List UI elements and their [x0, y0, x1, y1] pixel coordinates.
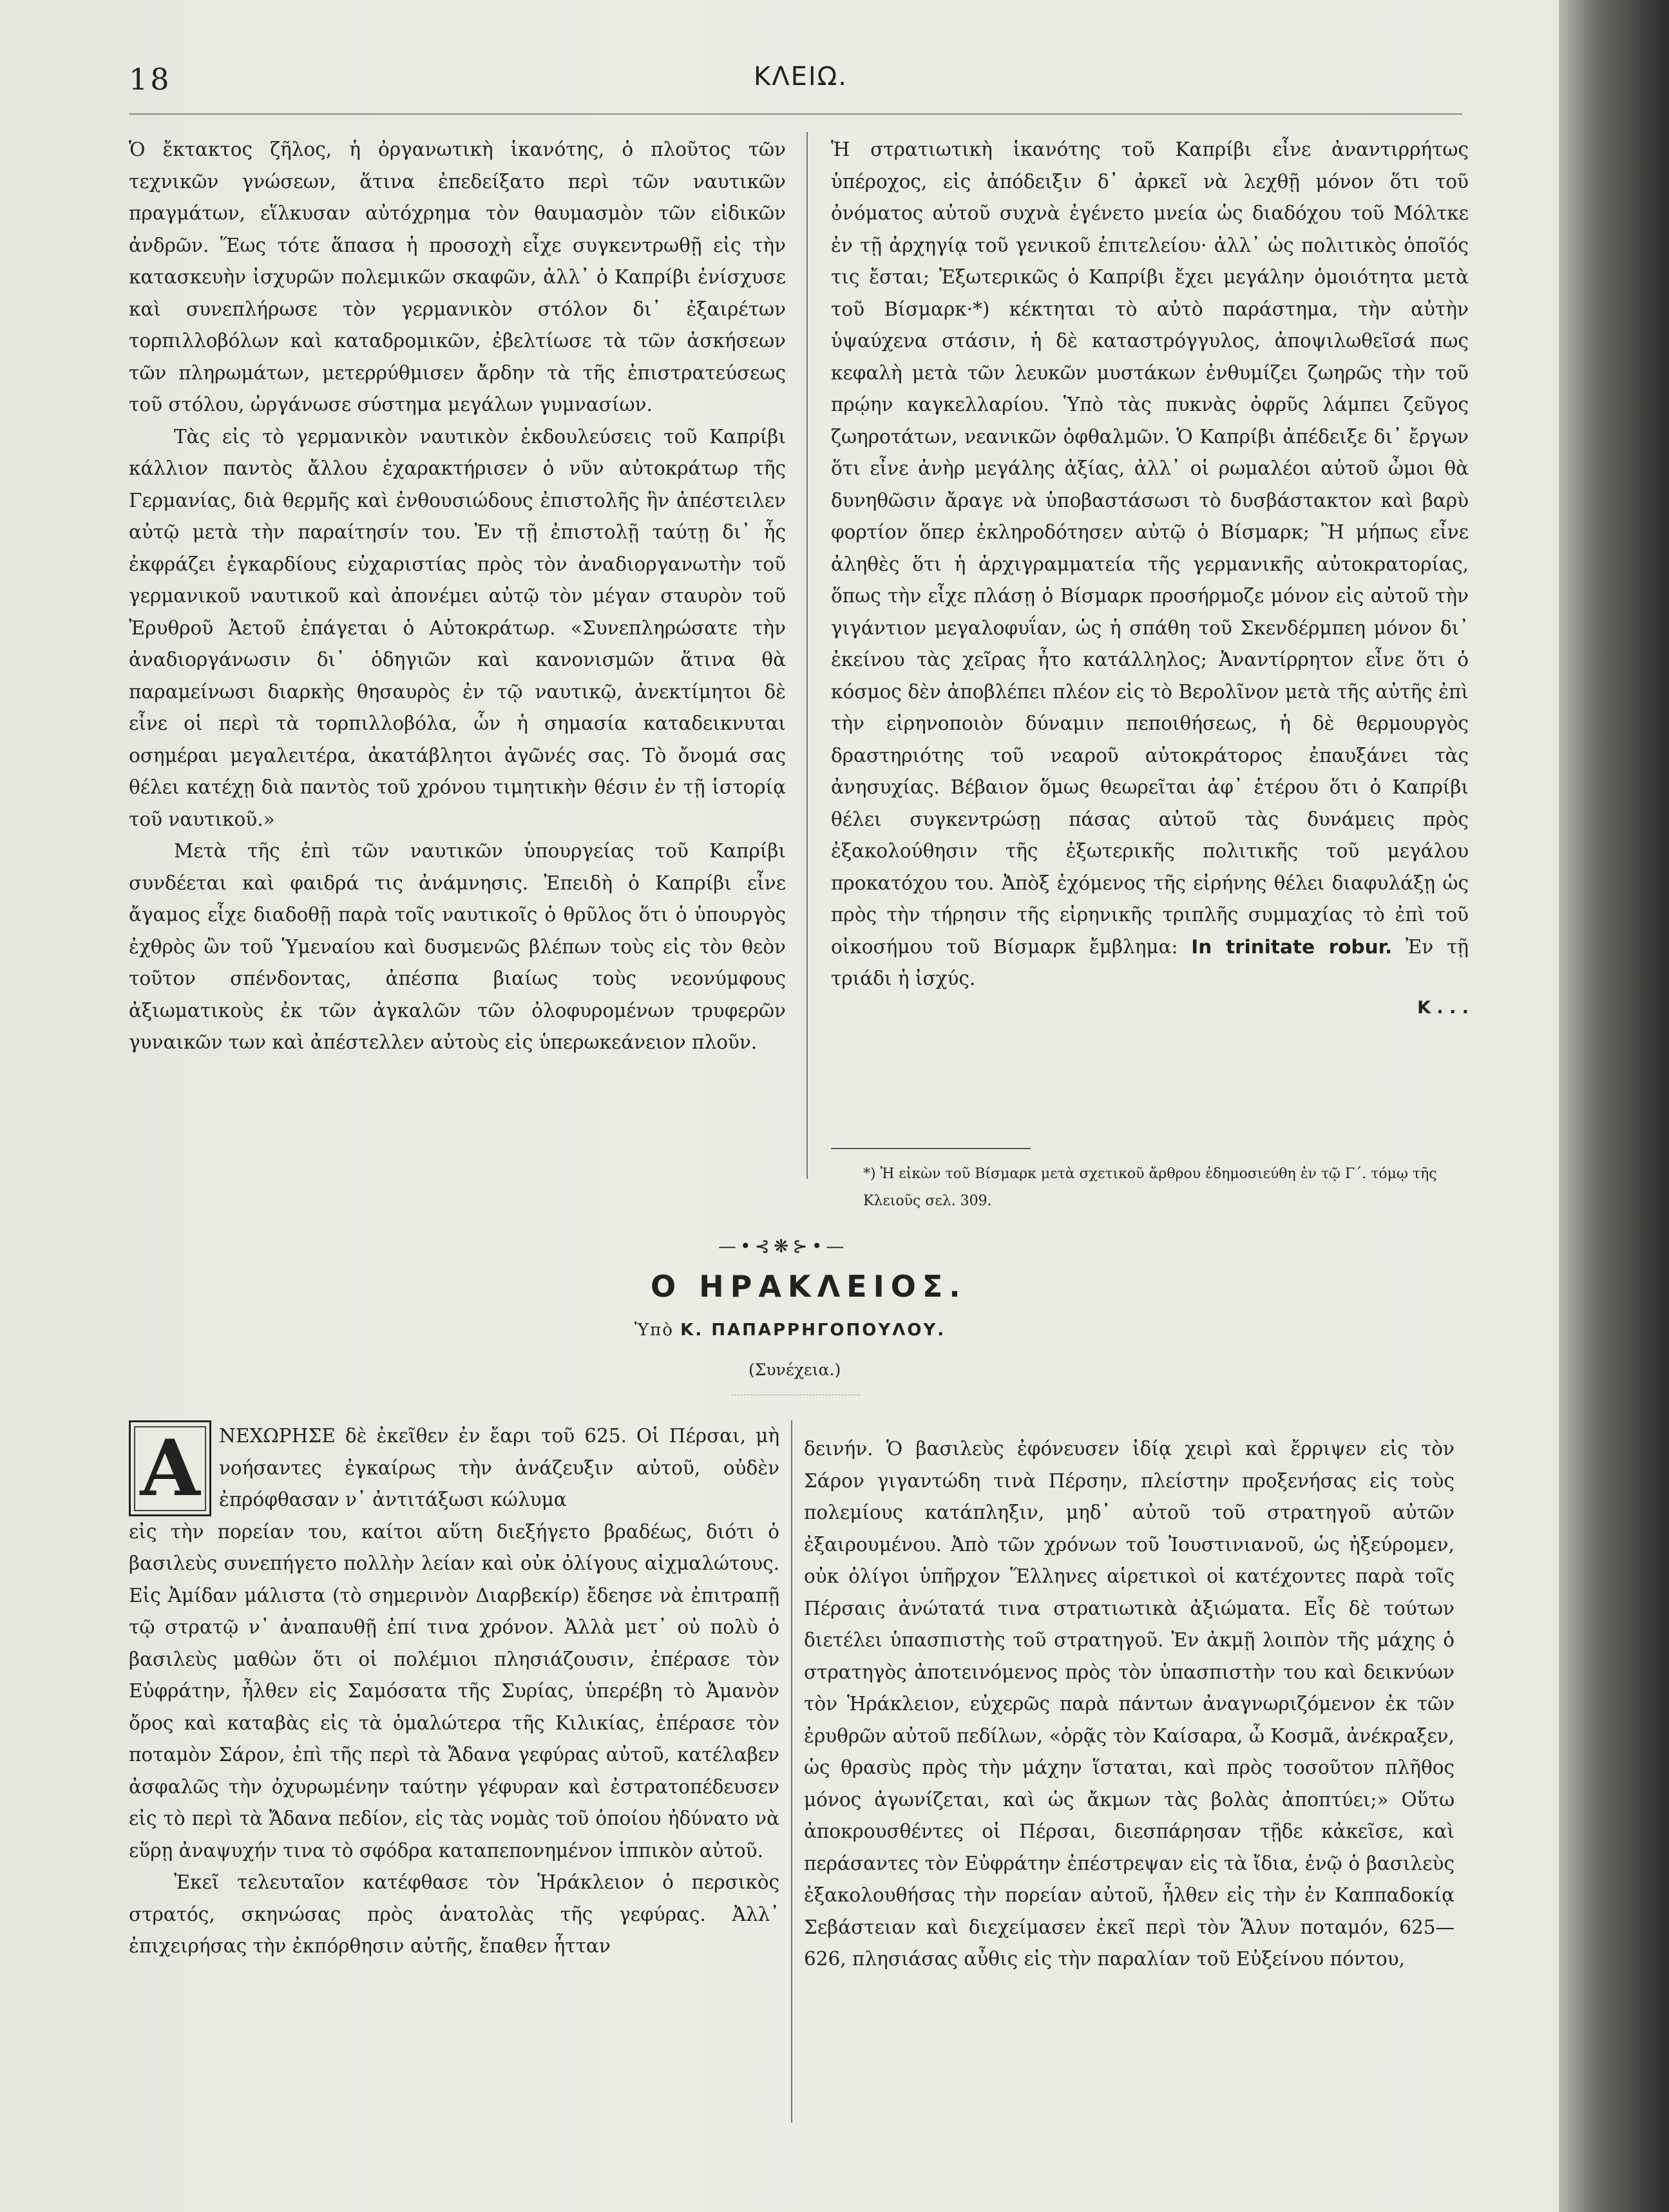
paragraph-text: Ἡ στρατιωτικὴ ἱκανότης τοῦ Καπρίβι εἶνε ἀναντιρρήτως ὑπέροχος, εἰς ἀπόδειξιν δ᾽ ἀρκεῖ νὰ λεχθῇ μόνον ὅτι τοῦ ὀνόματος αὐτοῦ συχνὰ ἐγένετο μνεία ὡς διαδόχου τοῦ Μόλτκε ἐν τῇ ἀρχηγίᾳ τοῦ γενικοῦ ἐπιτελείου· ἀλλ᾽ ὡς πολιτικὸς ὁποῖός τις ἔσται; Ἐξωτερικῶς ὁ Καπρίβι ἔχει μεγάλην ὁμοιότητα μετὰ τοῦ Βίσμαρκ·*) κέκτηται τὸ αὐτὸ παράστημα, τὴν αὐτὴν ὑψαύχενα στάσιν, ἡ δὲ καταστρόγγυλος, ἀποψιλωθεῖσά πως κεφαλὴ μετὰ τῶν λευκῶν μυστάκων ἐνθυμίζει ζωηρῶς τὴν τοῦ πρῴην καγκελλαρίου. Ὑπὸ τὰς πυκνὰς ὀφρῦς λάμπει ζεῦγος ζωηροτάτων, νεανικῶν ὀφθαλμῶν. Ὁ Καπρίβι ἀπέδειξε δι᾽ ἔργων ὅτι εἶνε ἀνὴρ μεγάλης ἀξίας, ἀλλ᾽ οἱ ρωμαλέοι αὐτοῦ ὦμοι θὰ δυνηθῶσιν ἄραγε νὰ ὑποβαστάσωσι τὸ δυσβάστακτον καὶ βαρὺ φορτίον ὅπερ ἐκληροδότησεν αὐτῷ ὁ Βίσμαρκ; Ἢ μήπως εἶνε ἀληθὲς ὅτι ἡ ἀρχιγραμματεία τῆς γερμανικῆς αὐτοκρατορίας, ὅπως τὴν εἶχε πλάσῃ ὁ Βίσμαρκ προσήρμοζε μόνον εἰς αὐτοῦ τὴν γιγάντιον μεγαλοφυΐαν, ὡς ἡ σπάθη τοῦ Σκενδέρμπεη μόνον δι᾽ ἐκείνου τὰς χεῖρας ἦτο κατάλληλος; Ἀναντίρρητον εἶνε ὅτι ὁ κόσμος δὲν ἀποβλέπει πλέον εἰς τὸ Βερολῖνον μετὰ τῆς αὐτῆς ἐπὶ τὴν εἰρηνοποιὸν δύναμιν πεποιθήσεως, ἡ δὲ θερμουργὸς δραστηριότης τοῦ νεαροῦ αὐτοκράτορος ἐπαυξάνει τὰς ἀνησυχίας. Βέβαιον ὅμως θεωρεῖται ἀφ᾽ ἑτέρου ὅτι ὁ Καπρίβι θέλει συγκεντρώσῃ πάσας αὐτοῦ τὰς δυνάμεις πρὸς ἐξακολούθησιν τῆς ἐξωτερικῆς πολιτικῆς τοῦ μεγάλου προκατόχου του. Ἀπὸξ ἐχόμενος τῆς εἰρήνης θέλει διαφυλάξῃ ὡς πρὸς τὴν τήρησιν τῆς εἰρηνικῆς τριπλῆς συμμαχίας τὸ ἐπὶ τοῦ οἰκοσήμου τοῦ Βίσμαρκ ἔμβλημα: — [831, 138, 1469, 958]
footnote: *) Ἡ εἰκὼν τοῦ Βίσμαρκ μετὰ σχετικοῦ ἄρθρου ἐδημοσιεύθη ἐν τῷ Γ΄. τόμῳ τῆς Κλειοῦς σελ. 309. — [863, 1166, 1437, 1209]
left-column-top — [129, 134, 786, 1059]
right-column-top — [831, 134, 1469, 1021]
latin-motto: In trinitate robur. — [1191, 935, 1393, 958]
paragraph-opening: ΝΕΧΩΡΗΣΕ δὲ ἐκεῖθεν ἐν ἔαρι τοῦ 625. Οἱ Πέρσαι, μὴ νοήσαντες ἐγκαίρως τὴν ἀνάζευξιν αὐτοῦ, οὐδὲν ἐπρόφθασαν ν᾽ ἀντιτάξωσι κώλυμα — [219, 1425, 779, 1511]
running-head: ΚΛΕΙΩ. — [754, 62, 848, 91]
column-divider-top — [806, 132, 808, 1179]
header-rule — [129, 113, 1462, 115]
paragraph: Τὰς εἰς τὸ γερμανικὸν ναυτικὸν ἐκδουλεύσεις τοῦ Καπρίβι κάλλιον παντὸς ἄλλου ἐχαρακτήρισεν ὁ νῦν αὐτοκράτωρ τῆς Γερμανίας, διὰ θερμῆς καὶ ἐνθουσιώδους ἐπιστολῆς ἣν ἀπέστειλεν αὐτῷ μετὰ τὴν παραίτησίν του. Ἐν τῇ ἐπιστολῇ ταύτῃ δι᾽ ἧς ἐκφράζει ἐγκαρδίους εὐχαριστίας πρὸς τὸν ἀναδιοργανωτὴν τοῦ γερμανικοῦ ναυτικοῦ καὶ ἀπονέμει αὐτῷ τὸν μέγαν σταυρὸν τοῦ Ἐρυθροῦ Ἀετοῦ ἐπάγεται ὁ Αὐτοκράτωρ. «Συνεπληρώσατε τὴν ἀναδιοργάνωσιν δι᾽ ὁδηγιῶν καὶ κανονισμῶν ἅτινα θὰ παραμείνωσι διαρκὴς θησαυρὸς ἐν τῷ ναυτικῷ, ἀνεκτίμητοι δὲ εἶνε οἱ περὶ τὰ τορπιλλοβόλα, ὧν ἡ σημασία καταδεικνυται οσημέραι μεγαλειτέρα, ἀκατάβλητοι ἀγῶνές σας. Τὸ ὄνομά σας θέλει κατέχῃ διὰ παντὸς τοῦ χρόνου τιμητικὴν θέσιν ἐν τῇ ἱστορίᾳ τοῦ ναυτικοῦ.» — [129, 425, 786, 830]
paragraph — [831, 134, 1469, 995]
continued-note: (Συνέχεια.) — [749, 1360, 841, 1379]
paragraph: δεινήν. Ὁ βασιλεὺς ἐφόνευσεν ἰδίᾳ χειρὶ καὶ ἔρριψεν εἰς τὸν Σάρον γιγαντώδη τινὰ Πέρσην, πλείστην προξενήσας εἰς τοὺς πολεμίους κατάπληξιν, μηδ᾽ αὐτοῦ τοῦ στρατηγοῦ αὐτῶν ἐξαιρουμένου. Ἀπὸ τῶν χρόνων τοῦ Ἰουστινιανοῦ, ὡς ἠξεύρομεν, οὐκ ὀλίγοι ὑπῆρχον Ἕλληνες αἱρετικοὶ οἱ κατέχοντες παρὰ τοῖς Πέρσαις ἀνώτατά τινα στρατιωτικὰ ἀξιώματα. Εἷς δὲ τούτων διετέλει ὑπασπιστὴς τοῦ στρατηγοῦ. Ἐν ἀκμῇ λοιπὸν τῆς μάχης ὁ στρατηγὸς ἀποτεινόμενος πρὸς τὸν ὑπασπιστὴν του καὶ δεικνύων τὸν Ἡράκλειον, εὐχερῶς παρὰ πάντων ἀναγνωριζόμενον ἐκ τῶν ἐρυθρῶν αὐτοῦ πεδίλων, «ὁρᾷς τὸν Καίσαρα, ὦ Κοσμᾶ, ἀνέκραξεν, ὡς θρασὺς πρὸς τὴν μάχην ἵσταται, καὶ πρὸς τοσοῦτον πλῆθος μόνος ἀγωνίζεται, καὶ ὡς ἄκμων τὰς βολὰς ἀποπτύει;» Οὕτω ἀποκρουσθέντες οἱ Πέρσαι, διεσπάρησαν τῇδε κἀκεῖσε, καὶ περάσαντες τὸν Εὐφράτην ἐπέστρεψαν εἰς τὰ ἴδια, ἐνῷ ὁ βασιλεὺς ἐξακολουθήσας τὴν πορείαν αὐτοῦ, ἦλθεν εἰς τὴν ἐν Καππαδοκίᾳ Σεβάστειαν καὶ διεχείμασεν ἐκεῖ περὶ τὸν Ἅλυν ποταμόν, 625—626, πλησιάσας αὖθις εἰς τὴν παραλίαν τοῦ Εὐξείνου πόντου, — [804, 1438, 1454, 1970]
byline — [634, 1321, 946, 1340]
paragraph-continuation: εἰς τὴν πορείαν του, καίτοι αὕτη διεξήγετο βραδέως, διότι ὁ βασιλεὺς συνεπήγετο πολλὴν λείαν καὶ οὐκ ὀλίγους αἰχμαλώτους. Εἰς Ἀμίδαν μάλιστα (τὸ σημερινὸν Διαρβεκίρ) ἔδεησε νὰ ἐπιτραπῇ τῷ στρατῷ ν᾽ ἀναπαυθῇ ἐπί τινα χρόνον. Ἀλλὰ μετ᾽ οὐ πολὺ ὁ βασιλεὺς μαθὼν ὅτι οἱ πολέμιοι πλησιάζουσιν, ἐπέρασε τὸν Εὐφράτην, ἦλθεν εἰς Σαμόσατα τῆς Συρίας, ὑπερέβη τὸ Ἀμανὸν ὄρος καὶ καταβὰς εἰς τὰ ὁμαλώτερα τῆς Κιλικίας, ἐπέρασε τὸν ποταμὸν Σάρον, ἐπὶ τῆς περὶ τὰ Ἄδανα γεφύρας αὐτοῦ, κατέλαβεν ἀσφαλῶς τὴν ὀχυρωμένην ταύτην γέφυραν καὶ ἐστρατοπέδευσεν εἰς τὸ περὶ τὰ Ἄδανα πεδίον, εἰς τὰς νομὰς τοῦ ὁποίου ἠδύνατο νὰ εὕρῃ ἀναψυχήν τινα τὸ σφόδρα καταπεπονημένον ἱππικὸν αὐτοῦ. — [129, 1520, 779, 1862]
paragraph: Ὁ ἔκτακτος ζῆλος, ἡ ὀργανωτικὴ ἱκανότης, ὁ πλοῦτος τῶν τεχνικῶν γνώσεων, ἅτινα ἐπεδείξατο περὶ τῶν ναυτικῶν πραγμάτων, εἵλκυσαν αὐτόχρημα τὸν θαυμασμὸν τῶν εἰδικῶν ἀνδρῶν. Ἕως τότε ἅπασα ἡ προσοχὴ εἶχε συγκεντρωθῇ εἰς τὴν κατασκευὴν ἰσχυρῶν πολεμικῶν σκαφῶν, ἀλλ᾽ ὁ Καπρίβι ἐνίσχυσε καὶ συνεπλήρωσε τὸν γερμανικὸν στόλον δι᾽ ἐξαιρέτων τορπιλλοβόλων καὶ καταδρομικῶν, ἐβελτίωσε τὰ τῶν ἀσκήσεων τῶν πληρωμάτων, μετερρύθμισεν ἄρδην τὰ τῆς ἐπιστρατεύσεως τοῦ στόλου, ὠργάνωσε σύστημα μεγάλων γυμνασίων. — [129, 138, 786, 415]
left-column-bottom — [129, 1420, 779, 1963]
paragraph: Ἐκεῖ τελευταῖον κατέφθασε τὸν Ἡράκλειον ὁ περσικὸς στρατός, σκηνώσας πρὸς ἀνατολὰς τῆς γεφύρας. Ἀλλ᾽ ἐπιχειρήσας τὴν ἐκπόρθησιν αὐτῆς, ἔπαθεν ἧτταν — [129, 1871, 779, 1957]
drop-cap-letter: Α — [134, 1426, 206, 1511]
right-column-bottom — [804, 1433, 1454, 1976]
article-title: Ο ΗΡΑΚΛΕΙΟΣ. — [651, 1269, 967, 1304]
author-signature: Κ . . . — [1417, 997, 1469, 1018]
page-number: 18 — [129, 62, 172, 97]
byline-prefix: Ὑπὸ — [634, 1321, 674, 1340]
section-ornament: —•⊰❋⊱•— — [718, 1235, 848, 1257]
paragraph: Μετὰ τῆς ἐπὶ τῶν ναυτικῶν ὑπουργείας τοῦ Καπρίβι συνδέεται καὶ φαιδρά τις ἀνάμνησις. Ἐπειδὴ ὁ Καπρίβι εἶνε ἄγαμος εἶχε διαδοθῇ παρὰ τοῖς ναυτικοῖς ὁ θρῦλος ὅτι ὁ ὑπουργὸς ἐχθρὸς ὢν τοῦ Ὑμεναίου καὶ δυσμενῶς βλέπων τοὺς εἰς τὸν θεὸν τοῦτον σπένδοντας, ἀπέσπα βιαίως τοὺς νεονύμφους ἀξιωματικοὺς ἐκ τῶν ἀγκαλῶν τῶν ὀλοφυρομένων τρυφερῶν γυναικῶν των καὶ ἀπέστελλεν αὐτοὺς εἰς ὑπερωκεάνειον πλοῦν. — [129, 840, 786, 1053]
byline-author: Κ. ΠΑΠΑΡΡΗΓΟΠΟΥΛΟΥ. — [680, 1321, 946, 1340]
page-edge-shadow — [1559, 0, 1669, 2212]
paragraph-text: Ἐν τῇ τριάδι ἡ ἰσχύς. — [831, 935, 1469, 989]
footnote-separator — [831, 1148, 1031, 1149]
column-divider-bottom — [791, 1420, 792, 2122]
drop-cap-initial — [129, 1420, 211, 1516]
